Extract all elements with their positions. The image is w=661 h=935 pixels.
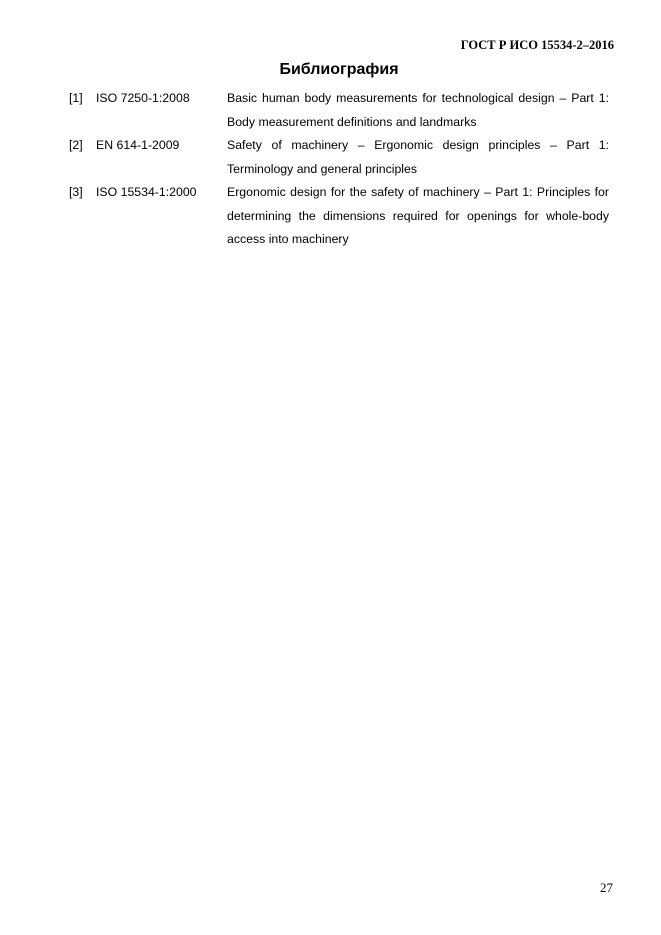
bibliography-entry: [69, 181, 609, 252]
entry-title: Basic human body measurements for technological design – Part 1: Body measurement definitions and landmarks: [227, 91, 609, 129]
bibliography-list: [69, 87, 609, 252]
bibliography-entry: [69, 87, 609, 134]
entry-number: [3]: [69, 185, 83, 199]
entry-number: [1]: [69, 91, 83, 105]
entry-title: Safety of machinery – Ergonomic design principles – Part 1: Terminology and general principles: [227, 138, 609, 176]
entry-number: [2]: [69, 138, 83, 152]
entry-standard-code: ISO 7250-1:2008: [96, 91, 190, 105]
entry-standard-code: EN 614-1-2009: [96, 138, 180, 152]
page-number: 27: [600, 880, 613, 895]
entry-title: Ergonomic design for the safety of machinery – Part 1: Principles for determining the dimensions required for openings for whole-body access into machinery: [227, 185, 609, 246]
document-code-header: ГОСТ Р ИСО 15534-2–2016: [460, 38, 614, 52]
bibliography-entry: [69, 134, 609, 181]
bibliography-title: Библиография: [279, 61, 399, 78]
entry-standard-code: ISO 15534-1:2000: [96, 185, 197, 199]
